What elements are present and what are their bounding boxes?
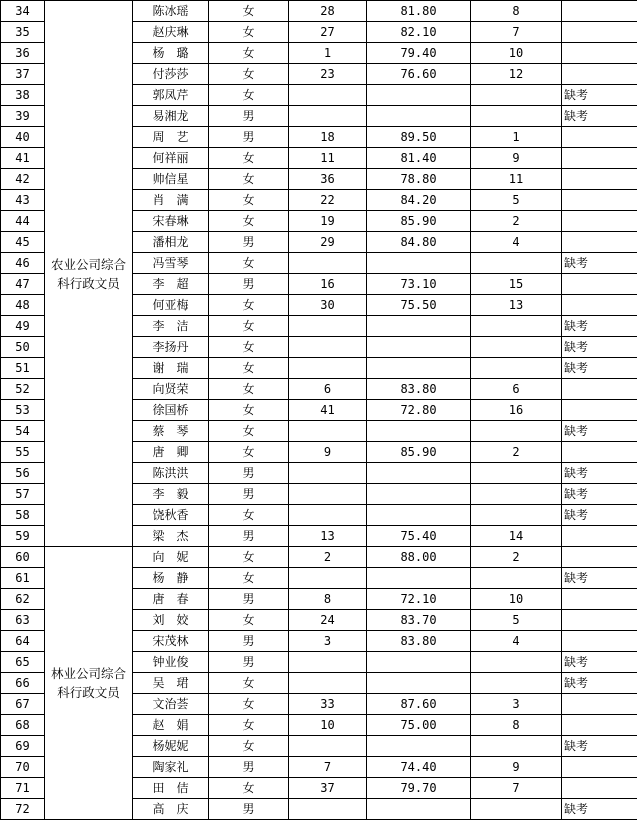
- name-cell: 刘 姣: [133, 610, 209, 631]
- written-rank-cell: [289, 484, 367, 505]
- row-number-cell: 69: [1, 736, 45, 757]
- row-number-cell: 43: [1, 190, 45, 211]
- remark-cell: [562, 22, 637, 43]
- name-cell: 李扬丹: [133, 337, 209, 358]
- remark-cell: [562, 169, 637, 190]
- name-cell: 赵 娟: [133, 715, 209, 736]
- name-cell: 徐国桥: [133, 400, 209, 421]
- row-number-cell: 37: [1, 64, 45, 85]
- name-cell: 田 佶: [133, 778, 209, 799]
- remark-cell: 缺考: [562, 253, 637, 274]
- score-cell: 85.90: [367, 211, 471, 232]
- row-number-cell: 52: [1, 379, 45, 400]
- remark-cell: 缺考: [562, 736, 637, 757]
- place-cell: 9: [471, 148, 562, 169]
- name-cell: 饶秋香: [133, 505, 209, 526]
- gender-cell: 女: [209, 358, 289, 379]
- gender-cell: 女: [209, 778, 289, 799]
- written-rank-cell: [289, 421, 367, 442]
- row-number-cell: 54: [1, 421, 45, 442]
- written-rank-cell: [289, 463, 367, 484]
- remark-cell: [562, 295, 637, 316]
- gender-cell: 男: [209, 757, 289, 778]
- name-cell: 唐 春: [133, 589, 209, 610]
- name-cell: 梁 杰: [133, 526, 209, 547]
- place-cell: 10: [471, 43, 562, 64]
- score-cell: [367, 421, 471, 442]
- gender-cell: 女: [209, 715, 289, 736]
- remark-cell: [562, 778, 637, 799]
- written-rank-cell: 6: [289, 379, 367, 400]
- place-cell: [471, 337, 562, 358]
- score-cell: 83.80: [367, 379, 471, 400]
- remark-cell: [562, 631, 637, 652]
- place-cell: [471, 568, 562, 589]
- row-number-cell: 57: [1, 484, 45, 505]
- place-cell: [471, 673, 562, 694]
- place-cell: 13: [471, 295, 562, 316]
- remark-cell: 缺考: [562, 106, 637, 127]
- gender-cell: 男: [209, 631, 289, 652]
- gender-cell: 男: [209, 463, 289, 484]
- score-cell: 78.80: [367, 169, 471, 190]
- written-rank-cell: [289, 736, 367, 757]
- row-number-cell: 62: [1, 589, 45, 610]
- remark-cell: [562, 1, 637, 22]
- written-rank-cell: [289, 337, 367, 358]
- results-table-body: [1, 1, 637, 820]
- written-rank-cell: 18: [289, 127, 367, 148]
- place-cell: 2: [471, 442, 562, 463]
- score-cell: 75.00: [367, 715, 471, 736]
- name-cell: 周 艺: [133, 127, 209, 148]
- gender-cell: 男: [209, 127, 289, 148]
- score-cell: 75.50: [367, 295, 471, 316]
- row-number-cell: 46: [1, 253, 45, 274]
- row-number-cell: 51: [1, 358, 45, 379]
- score-cell: 74.40: [367, 757, 471, 778]
- place-cell: [471, 736, 562, 757]
- remark-cell: 缺考: [562, 505, 637, 526]
- place-cell: 2: [471, 547, 562, 568]
- score-cell: 89.50: [367, 127, 471, 148]
- name-cell: 赵庆琳: [133, 22, 209, 43]
- score-cell: [367, 505, 471, 526]
- row-number-cell: 34: [1, 1, 45, 22]
- written-rank-cell: [289, 85, 367, 106]
- row-number-cell: 47: [1, 274, 45, 295]
- written-rank-cell: 10: [289, 715, 367, 736]
- name-cell: 付莎莎: [133, 64, 209, 85]
- row-number-cell: 63: [1, 610, 45, 631]
- row-number-cell: 40: [1, 127, 45, 148]
- row-number-cell: 68: [1, 715, 45, 736]
- written-rank-cell: 23: [289, 64, 367, 85]
- remark-cell: 缺考: [562, 799, 637, 820]
- score-cell: [367, 484, 471, 505]
- remark-cell: [562, 610, 637, 631]
- remark-cell: [562, 757, 637, 778]
- name-cell: 唐 卿: [133, 442, 209, 463]
- written-rank-cell: 9: [289, 442, 367, 463]
- row-number-cell: 49: [1, 316, 45, 337]
- place-cell: 8: [471, 1, 562, 22]
- name-cell: 肖 满: [133, 190, 209, 211]
- remark-cell: [562, 211, 637, 232]
- name-cell: 李 毅: [133, 484, 209, 505]
- score-cell: 81.80: [367, 1, 471, 22]
- score-cell: 75.40: [367, 526, 471, 547]
- written-rank-cell: 1: [289, 43, 367, 64]
- row-number-cell: 42: [1, 169, 45, 190]
- score-cell: 79.40: [367, 43, 471, 64]
- remark-cell: [562, 43, 637, 64]
- name-cell: 谢 瑞: [133, 358, 209, 379]
- place-cell: 12: [471, 64, 562, 85]
- written-rank-cell: [289, 106, 367, 127]
- remark-cell: 缺考: [562, 421, 637, 442]
- row-number-cell: 66: [1, 673, 45, 694]
- written-rank-cell: 22: [289, 190, 367, 211]
- remark-cell: [562, 526, 637, 547]
- score-cell: 88.00: [367, 547, 471, 568]
- remark-cell: [562, 232, 637, 253]
- place-cell: [471, 799, 562, 820]
- gender-cell: 女: [209, 379, 289, 400]
- score-cell: 72.10: [367, 589, 471, 610]
- gender-cell: 女: [209, 85, 289, 106]
- place-cell: [471, 85, 562, 106]
- name-cell: 陈洪洪: [133, 463, 209, 484]
- gender-cell: 女: [209, 421, 289, 442]
- written-rank-cell: [289, 673, 367, 694]
- written-rank-cell: 16: [289, 274, 367, 295]
- remark-cell: [562, 547, 637, 568]
- name-cell: 钟业俊: [133, 652, 209, 673]
- name-cell: 宋茂林: [133, 631, 209, 652]
- row-number-cell: 48: [1, 295, 45, 316]
- place-cell: [471, 421, 562, 442]
- name-cell: 李 洁: [133, 316, 209, 337]
- written-rank-cell: [289, 505, 367, 526]
- remark-cell: 缺考: [562, 463, 637, 484]
- remark-cell: [562, 442, 637, 463]
- row-number-cell: 59: [1, 526, 45, 547]
- score-cell: [367, 736, 471, 757]
- name-cell: 李 超: [133, 274, 209, 295]
- row-number-cell: 53: [1, 400, 45, 421]
- name-cell: 何祥丽: [133, 148, 209, 169]
- place-cell: [471, 463, 562, 484]
- name-cell: 陶家礼: [133, 757, 209, 778]
- score-cell: [367, 652, 471, 673]
- gender-cell: 女: [209, 673, 289, 694]
- place-cell: [471, 652, 562, 673]
- score-cell: [367, 85, 471, 106]
- name-cell: 向贤荣: [133, 379, 209, 400]
- gender-cell: 男: [209, 526, 289, 547]
- name-cell: 宋春琳: [133, 211, 209, 232]
- place-cell: 5: [471, 190, 562, 211]
- gender-cell: 女: [209, 1, 289, 22]
- written-rank-cell: 30: [289, 295, 367, 316]
- gender-cell: 女: [209, 253, 289, 274]
- score-cell: [367, 568, 471, 589]
- place-cell: 16: [471, 400, 562, 421]
- name-cell: 文治荟: [133, 694, 209, 715]
- written-rank-cell: 28: [289, 1, 367, 22]
- written-rank-cell: [289, 316, 367, 337]
- place-cell: [471, 106, 562, 127]
- remark-cell: 缺考: [562, 316, 637, 337]
- remark-cell: [562, 274, 637, 295]
- row-number-cell: 50: [1, 337, 45, 358]
- name-cell: 向 妮: [133, 547, 209, 568]
- gender-cell: 女: [209, 610, 289, 631]
- written-rank-cell: 2: [289, 547, 367, 568]
- place-cell: 11: [471, 169, 562, 190]
- remark-cell: 缺考: [562, 568, 637, 589]
- score-cell: 79.70: [367, 778, 471, 799]
- name-cell: 杨妮妮: [133, 736, 209, 757]
- place-cell: 8: [471, 715, 562, 736]
- place-cell: 7: [471, 22, 562, 43]
- gender-cell: 男: [209, 484, 289, 505]
- remark-cell: 缺考: [562, 85, 637, 106]
- gender-cell: 女: [209, 442, 289, 463]
- name-cell: 陈冰瑶: [133, 1, 209, 22]
- score-cell: 87.60: [367, 694, 471, 715]
- row-number-cell: 56: [1, 463, 45, 484]
- score-cell: 83.80: [367, 631, 471, 652]
- name-cell: 蔡 琴: [133, 421, 209, 442]
- gender-cell: 女: [209, 316, 289, 337]
- score-cell: 81.40: [367, 148, 471, 169]
- place-cell: 15: [471, 274, 562, 295]
- gender-cell: 女: [209, 694, 289, 715]
- row-number-cell: 45: [1, 232, 45, 253]
- remark-cell: [562, 64, 637, 85]
- score-cell: [367, 463, 471, 484]
- written-rank-cell: [289, 253, 367, 274]
- score-cell: [367, 337, 471, 358]
- place-cell: 4: [471, 232, 562, 253]
- gender-cell: 女: [209, 736, 289, 757]
- name-cell: 何亚梅: [133, 295, 209, 316]
- remark-cell: 缺考: [562, 673, 637, 694]
- gender-cell: 女: [209, 43, 289, 64]
- score-cell: [367, 316, 471, 337]
- written-rank-cell: 33: [289, 694, 367, 715]
- row-number-cell: 61: [1, 568, 45, 589]
- score-cell: [367, 358, 471, 379]
- department-cell: 农业公司综合科行政文员: [45, 1, 133, 547]
- gender-cell: 女: [209, 211, 289, 232]
- row-number-cell: 55: [1, 442, 45, 463]
- score-cell: 83.70: [367, 610, 471, 631]
- row-number-cell: 67: [1, 694, 45, 715]
- gender-cell: 女: [209, 64, 289, 85]
- place-cell: 14: [471, 526, 562, 547]
- written-rank-cell: 27: [289, 22, 367, 43]
- written-rank-cell: [289, 358, 367, 379]
- gender-cell: 男: [209, 274, 289, 295]
- row-number-cell: 44: [1, 211, 45, 232]
- remark-cell: [562, 694, 637, 715]
- name-cell: 冯雪琴: [133, 253, 209, 274]
- gender-cell: 男: [209, 106, 289, 127]
- place-cell: 5: [471, 610, 562, 631]
- name-cell: 吴 珺: [133, 673, 209, 694]
- remark-cell: 缺考: [562, 484, 637, 505]
- written-rank-cell: 36: [289, 169, 367, 190]
- gender-cell: 女: [209, 295, 289, 316]
- gender-cell: 女: [209, 568, 289, 589]
- place-cell: 1: [471, 127, 562, 148]
- name-cell: 帅信星: [133, 169, 209, 190]
- department-cell: 林业公司综合科行政文员: [45, 547, 133, 820]
- written-rank-cell: 8: [289, 589, 367, 610]
- place-cell: 10: [471, 589, 562, 610]
- row-number-cell: 72: [1, 799, 45, 820]
- place-cell: 6: [471, 379, 562, 400]
- gender-cell: 女: [209, 190, 289, 211]
- gender-cell: 男: [209, 799, 289, 820]
- gender-cell: 女: [209, 22, 289, 43]
- table-row: [1, 1, 637, 22]
- name-cell: 郭凤芹: [133, 85, 209, 106]
- written-rank-cell: [289, 652, 367, 673]
- place-cell: [471, 484, 562, 505]
- written-rank-cell: 13: [289, 526, 367, 547]
- name-cell: 潘相龙: [133, 232, 209, 253]
- remark-cell: [562, 127, 637, 148]
- gender-cell: 女: [209, 148, 289, 169]
- score-cell: [367, 799, 471, 820]
- written-rank-cell: 3: [289, 631, 367, 652]
- name-cell: 易湘龙: [133, 106, 209, 127]
- written-rank-cell: 11: [289, 148, 367, 169]
- remark-cell: 缺考: [562, 337, 637, 358]
- score-cell: 84.80: [367, 232, 471, 253]
- remark-cell: [562, 589, 637, 610]
- remark-cell: 缺考: [562, 358, 637, 379]
- written-rank-cell: 41: [289, 400, 367, 421]
- gender-cell: 男: [209, 232, 289, 253]
- row-number-cell: 58: [1, 505, 45, 526]
- place-cell: 7: [471, 778, 562, 799]
- remark-cell: [562, 379, 637, 400]
- gender-cell: 女: [209, 400, 289, 421]
- written-rank-cell: 7: [289, 757, 367, 778]
- gender-cell: 女: [209, 547, 289, 568]
- row-number-cell: 70: [1, 757, 45, 778]
- place-cell: [471, 316, 562, 337]
- row-number-cell: 41: [1, 148, 45, 169]
- name-cell: 杨 璐: [133, 43, 209, 64]
- score-cell: 82.10: [367, 22, 471, 43]
- row-number-cell: 71: [1, 778, 45, 799]
- row-number-cell: 64: [1, 631, 45, 652]
- row-number-cell: 60: [1, 547, 45, 568]
- place-cell: 4: [471, 631, 562, 652]
- score-cell: 76.60: [367, 64, 471, 85]
- place-cell: [471, 253, 562, 274]
- name-cell: 杨 静: [133, 568, 209, 589]
- gender-cell: 女: [209, 505, 289, 526]
- remark-cell: 缺考: [562, 652, 637, 673]
- written-rank-cell: [289, 568, 367, 589]
- gender-cell: 女: [209, 337, 289, 358]
- written-rank-cell: 29: [289, 232, 367, 253]
- name-cell: 高 庆: [133, 799, 209, 820]
- place-cell: [471, 505, 562, 526]
- remark-cell: [562, 715, 637, 736]
- row-number-cell: 65: [1, 652, 45, 673]
- remark-cell: [562, 400, 637, 421]
- score-cell: 85.90: [367, 442, 471, 463]
- table-row: [1, 547, 637, 568]
- written-rank-cell: 37: [289, 778, 367, 799]
- place-cell: 3: [471, 694, 562, 715]
- row-number-cell: 36: [1, 43, 45, 64]
- score-cell: 84.20: [367, 190, 471, 211]
- score-cell: 73.10: [367, 274, 471, 295]
- place-cell: 9: [471, 757, 562, 778]
- written-rank-cell: [289, 799, 367, 820]
- row-number-cell: 38: [1, 85, 45, 106]
- score-cell: [367, 106, 471, 127]
- place-cell: 2: [471, 211, 562, 232]
- score-cell: 72.80: [367, 400, 471, 421]
- place-cell: [471, 358, 562, 379]
- gender-cell: 女: [209, 169, 289, 190]
- written-rank-cell: 19: [289, 211, 367, 232]
- score-cell: [367, 253, 471, 274]
- gender-cell: 男: [209, 652, 289, 673]
- row-number-cell: 35: [1, 22, 45, 43]
- remark-cell: [562, 190, 637, 211]
- gender-cell: 男: [209, 589, 289, 610]
- remark-cell: [562, 148, 637, 169]
- row-number-cell: 39: [1, 106, 45, 127]
- score-cell: [367, 673, 471, 694]
- written-rank-cell: 24: [289, 610, 367, 631]
